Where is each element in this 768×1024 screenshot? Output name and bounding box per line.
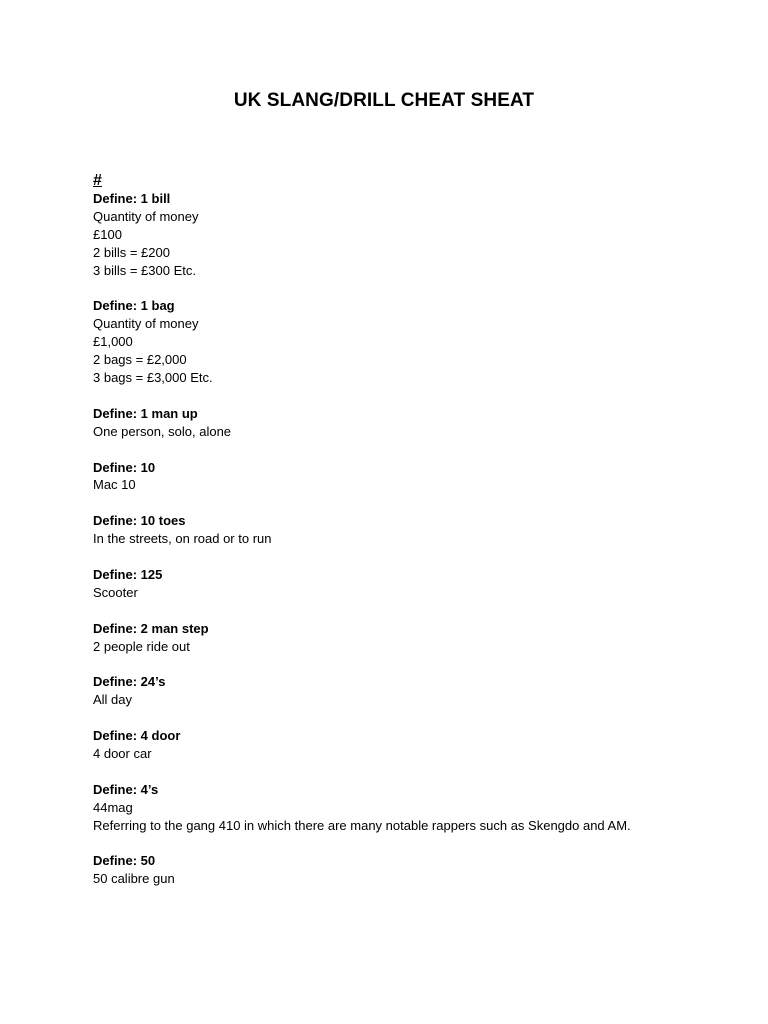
glossary-entry — [93, 673, 683, 709]
entry-term: Define: 125 — [93, 566, 163, 582]
entry-term: Define: 24’s — [93, 674, 166, 690]
glossary-entry — [93, 781, 683, 835]
entry-line: Quantity of money — [93, 316, 199, 332]
glossary-entry — [93, 297, 683, 387]
entry-line: 3 bags = £3,000 Etc. — [93, 370, 213, 386]
entry-line: 44mag — [93, 799, 133, 815]
entry-line: 50 calibre gun — [93, 871, 175, 887]
entry-line: 3 bills = £300 Etc. — [93, 262, 196, 278]
glossary-entry — [93, 727, 683, 763]
glossary-entry — [93, 405, 683, 441]
entry-line: Quantity of money — [93, 208, 199, 224]
entry-line: One person, solo, alone — [93, 423, 232, 439]
entry-line: Referring to the gang 410 in which there are many notable rappers such as Skengdo and AM. — [93, 817, 631, 833]
section-heading: # — [93, 172, 102, 189]
document-title: UK SLANG/DRILL CHEAT SHEAT — [233, 90, 535, 111]
entry-line: Mac 10 — [93, 477, 136, 493]
glossary-entry — [93, 566, 683, 602]
entry-term: Define: 10 toes — [93, 513, 186, 529]
entry-term: Define: 50 — [93, 853, 156, 869]
entry-term: Define: 1 bag — [93, 298, 175, 314]
glossary-entry — [93, 852, 683, 888]
document-content — [93, 171, 683, 888]
entry-line: 4 door car — [93, 745, 152, 761]
glossary-entry — [93, 512, 683, 548]
entry-line: 2 people ride out — [93, 638, 190, 654]
entry-line: £100 — [93, 226, 122, 242]
entry-term: Define: 1 bill — [93, 191, 171, 206]
entry-term: Define: 4 door — [93, 728, 181, 744]
entry-term: Define: 10 — [93, 459, 156, 475]
entry-line: In the streets, on road or to run — [93, 531, 272, 547]
glossary-entry — [93, 620, 683, 656]
glossary-entry — [93, 190, 683, 280]
glossary-entry — [93, 459, 683, 495]
entry-line: 2 bags = £2,000 — [93, 352, 187, 368]
entry-line: Scooter — [93, 584, 138, 600]
entry-term: Define: 2 man step — [93, 620, 209, 636]
entry-line: All day — [93, 692, 133, 708]
entry-line: £1,000 — [93, 334, 133, 350]
entry-term: Define: 4’s — [93, 781, 159, 797]
entry-line: 2 bills = £200 — [93, 244, 170, 260]
entry-term: Define: 1 man up — [93, 405, 198, 421]
